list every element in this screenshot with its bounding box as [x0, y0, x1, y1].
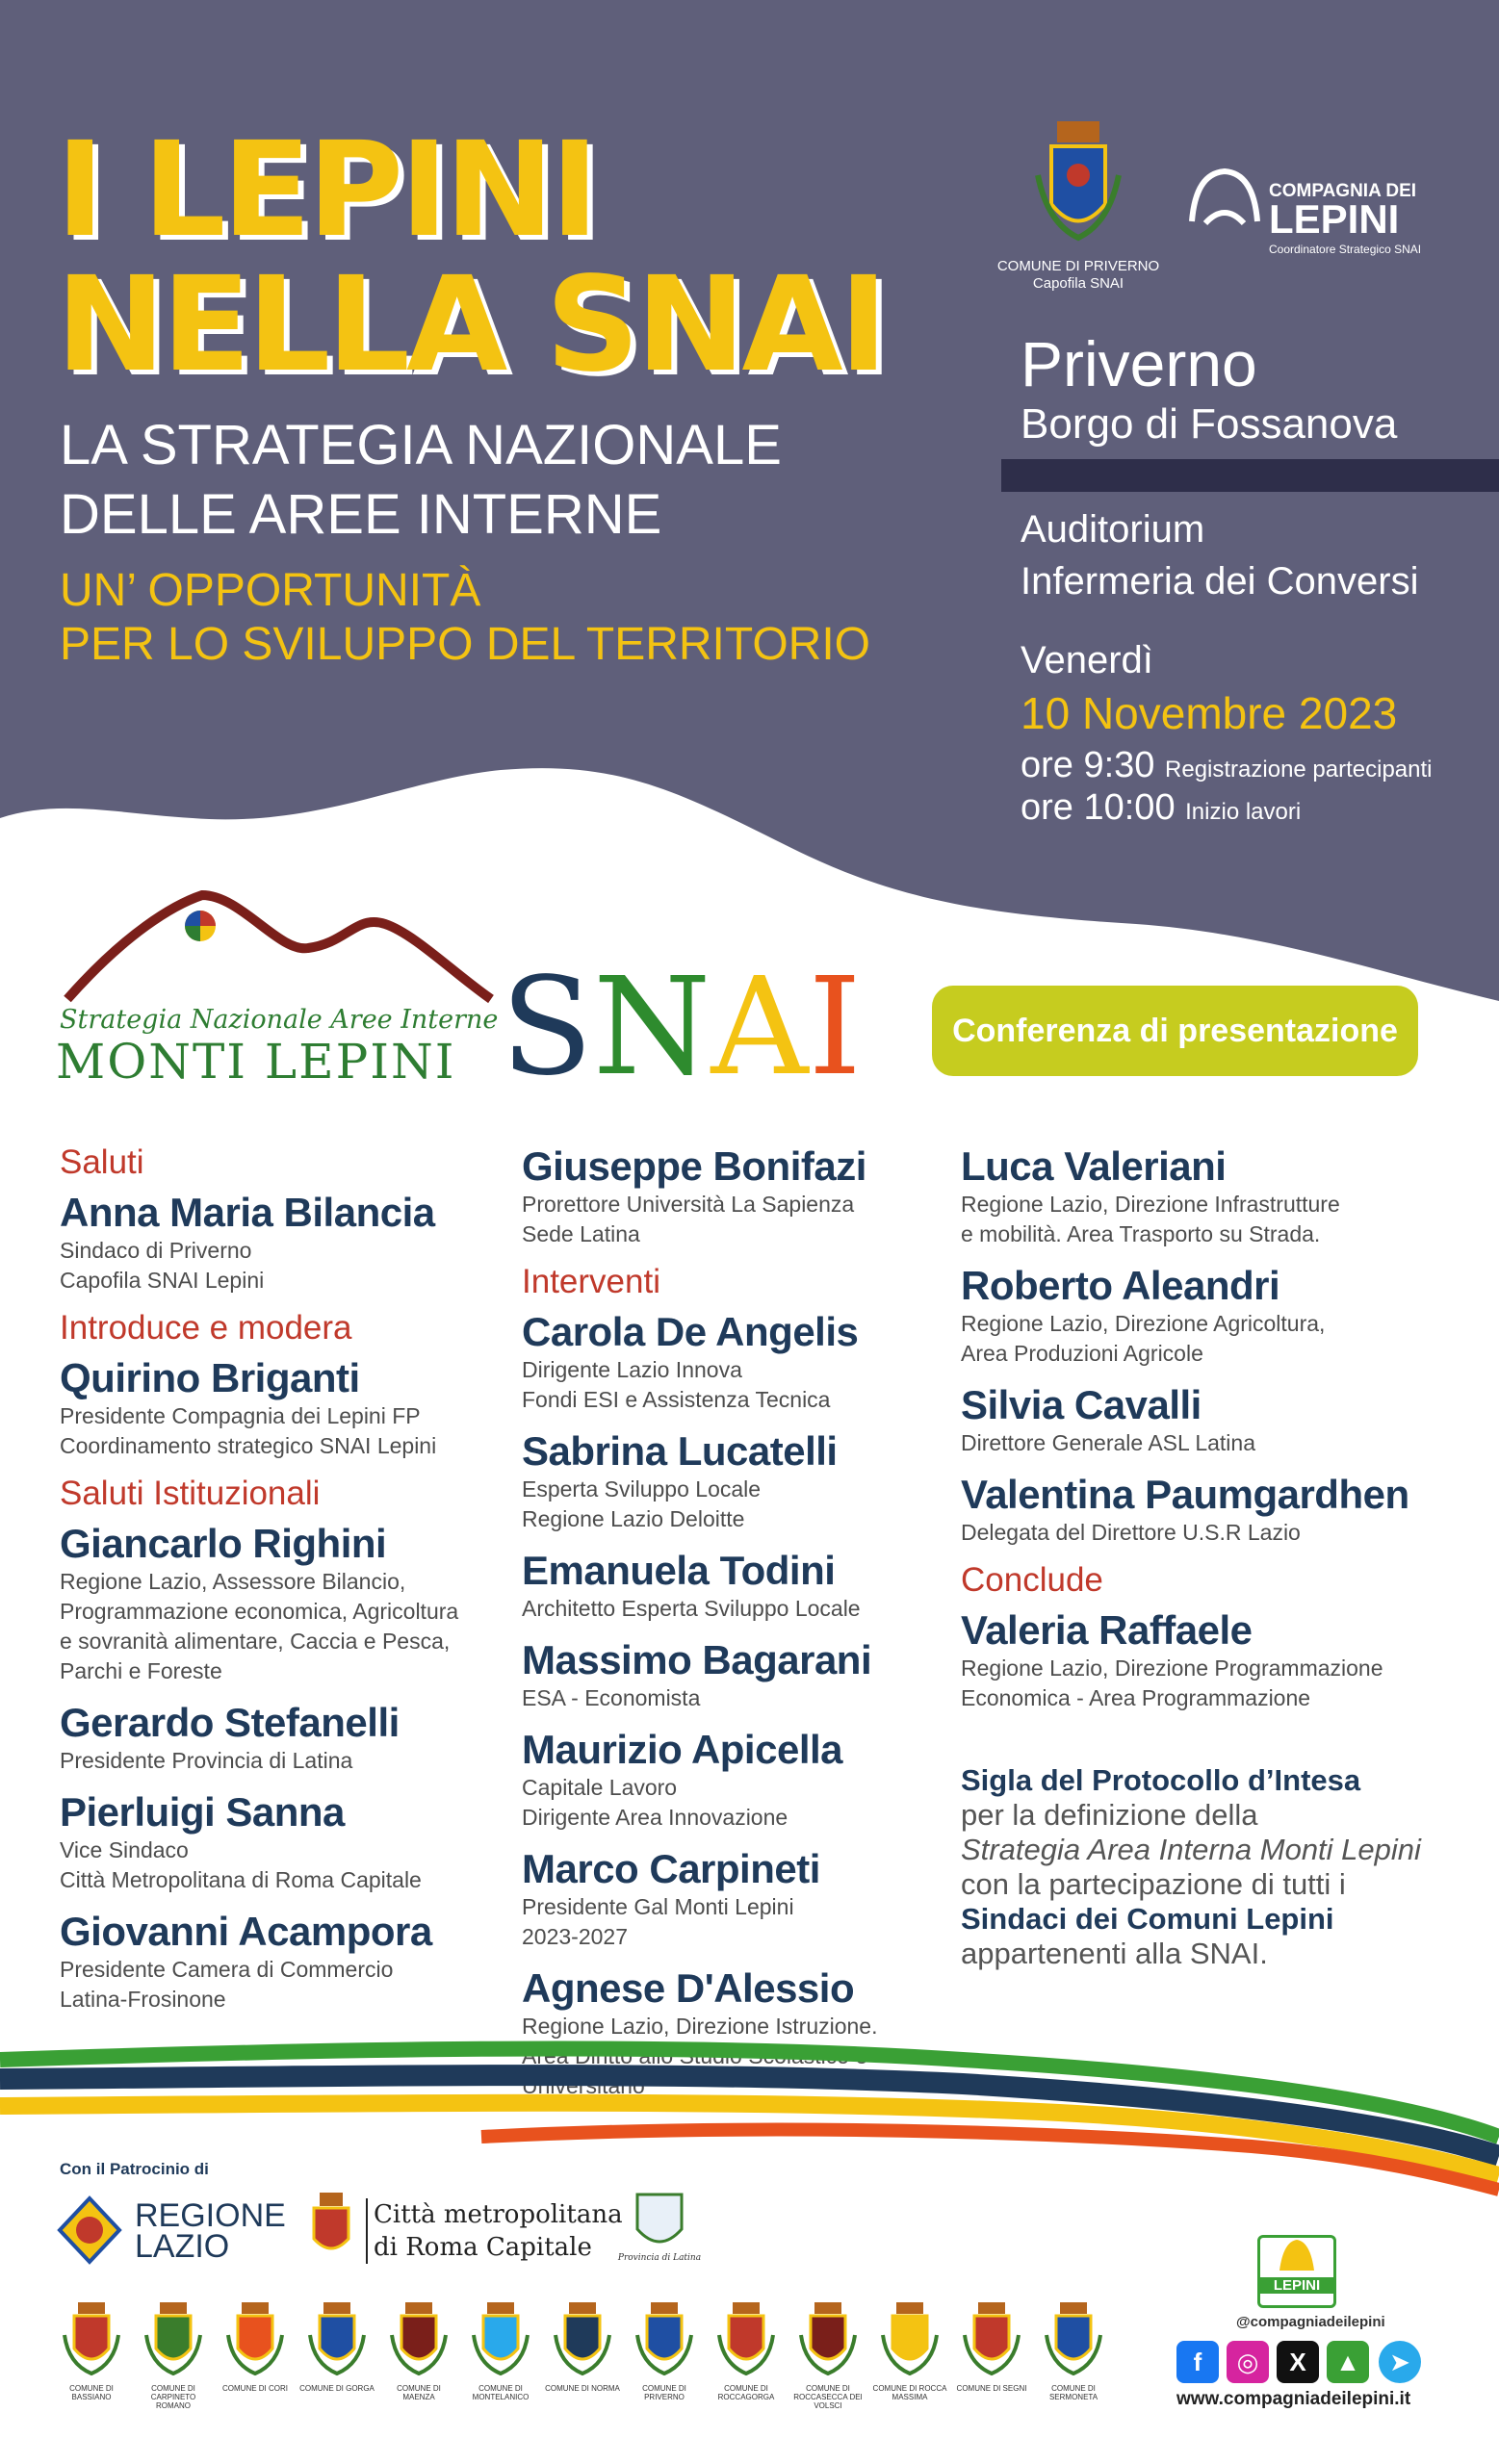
divider-bar [1001, 459, 1499, 492]
comune-caption: COMUNE DI GORGA [299, 2384, 375, 2393]
comune-crest-icon [715, 2300, 777, 2377]
snai-letter-n: N [592, 949, 711, 1106]
speaker-name: Giuseppe Bonifazi [522, 1143, 866, 1189]
title-line-2: NELLA SNAI [56, 249, 885, 401]
sigla-line-6: appartenenti alla SNAI. [961, 1937, 1268, 1970]
speaker-role: Regione Lazio, Direzione Infrastrutture [961, 1192, 1340, 1217]
speaker-name: Emanuela Todini [522, 1548, 836, 1593]
app-icon[interactable]: ▲ [1327, 2341, 1369, 2383]
speaker-role: Area Produzioni Agricole [961, 1341, 1203, 1366]
speaker-role: Presidente Provincia di Latina [60, 1748, 353, 1773]
priverno-caption-2: Capofila SNAI [1032, 275, 1124, 292]
speaker-role: Programmazione economica, Agricoltura [60, 1599, 459, 1624]
brand-strategia: Strategia Nazionale Aree Interne [60, 1005, 499, 1035]
event-time-1-label: Registrazione partecipanti [1165, 757, 1433, 783]
event-venue-1: Auditorium [1021, 508, 1205, 551]
event-city: Priverno [1021, 328, 1257, 399]
program-column-2 [522, 1143, 945, 2115]
citta-line-2: di Roma Capitale [374, 2233, 592, 2262]
speaker-role: Regione Lazio, Assessore Bilancio, [60, 1569, 406, 1594]
priverno-caption-1: COMUNE DI PRIVERNO [996, 258, 1160, 274]
speaker-role: ESA - Economista [522, 1685, 701, 1710]
sigla-line-1: Sigla del Protocollo d’Intesa [961, 1763, 1361, 1797]
mountain-logo-icon [67, 876, 491, 1001]
comune-crest [218, 2300, 293, 2393]
speaker-name: Valeria Raffaele [961, 1607, 1253, 1653]
speaker-name: Valentina Paumgardhen [961, 1472, 1409, 1517]
speaker-name: Silvia Cavalli [961, 1382, 1202, 1427]
priverno-crest-icon [1028, 117, 1128, 252]
event-time-2-label: Inizio lavori [1185, 799, 1302, 825]
event-date: 10 Novembre 2023 [1021, 688, 1398, 738]
comune-crest [381, 2300, 456, 2401]
speaker-role: Capofila SNAI Lepini [60, 1268, 265, 1293]
event-time-2: ore 10:00 [1021, 787, 1176, 828]
comune-crest-icon [61, 2300, 122, 2377]
speaker-role: Economica - Area Programmazione [961, 1685, 1311, 1710]
comune-crest [627, 2300, 702, 2401]
speaker-role: Coordinamento strategico SNAI Lepini [60, 1433, 437, 1458]
speaker-role: Regione Lazio, Direzione Agricoltura, [961, 1311, 1326, 1336]
comune-crest-icon [879, 2300, 941, 2377]
compagnia-line-2: LEPINI [1269, 196, 1400, 242]
speaker-role: Dirigente Area Innovazione [522, 1805, 788, 1830]
facebook-icon[interactable]: f [1176, 2341, 1219, 2383]
speaker-name: Sabrina Lucatelli [522, 1428, 838, 1474]
event-time-1: ore 9:30 [1021, 745, 1155, 785]
speaker-role: Esperta Sviluppo Locale [522, 1476, 762, 1502]
comune-caption: COMUNE DI ROCCASECCA DEI VOLSCI [793, 2384, 863, 2410]
speaker-name: Agnese D'Alessio [522, 1965, 855, 2011]
section-interventi: Interventi [522, 1263, 660, 1300]
regione-line-2: LAZIO [135, 2228, 230, 2265]
speaker-role: Presidente Gal Monti Lepini [522, 1894, 794, 1919]
lepini-badge-label: LEPINI [1260, 2277, 1333, 2294]
event-venue-2: Infermeria dei Conversi [1021, 560, 1419, 603]
compagnia-line-3: Coordinatore Strategico SNAI [1269, 243, 1422, 256]
comune-crest [709, 2300, 784, 2401]
comune-crest [136, 2300, 211, 2410]
speaker-role: Direttore Generale ASL Latina [961, 1430, 1255, 1455]
event-day: Venerdì [1021, 639, 1153, 681]
section-conclude: Conclude [961, 1561, 1103, 1599]
comune-crest-icon [306, 2300, 368, 2377]
sigla-block [961, 1763, 1461, 1971]
comune-caption: COMUNE DI PRIVERNO [642, 2384, 686, 2401]
telegram-icon[interactable]: ➤ [1379, 2341, 1421, 2383]
speaker-role: Parchi e Foreste [60, 1658, 222, 1683]
compagnia-logo-icon [1186, 164, 1263, 241]
lepini-mountain-icon [1278, 2238, 1316, 2272]
snai-letter-i: I [808, 949, 862, 1106]
comune-crest-icon [633, 2300, 695, 2377]
comune-caption: COMUNE DI MAENZA [397, 2384, 441, 2401]
sigla-line-3: Strategia Area Interna Monti Lepini [961, 1833, 1421, 1866]
comune-crest [299, 2300, 375, 2393]
comune-crest-icon [224, 2300, 286, 2377]
comune-crest [1036, 2300, 1111, 2401]
speaker-name: Pierluigi Sanna [60, 1789, 345, 1835]
regione-line-1: REGIONE [135, 2197, 286, 2234]
provincia-latina-crest-icon [617, 2187, 702, 2264]
social-handle: @compagniadeilepini [1236, 2314, 1385, 2330]
program-column-3 [961, 1143, 1461, 1727]
speaker-role: Architetto Esperta Sviluppo Locale [522, 1596, 861, 1621]
comune-crest-icon [470, 2300, 531, 2377]
comune-caption: COMUNE DI MONTELANICO [472, 2384, 530, 2401]
program-column-1 [60, 1143, 483, 2028]
speaker-role: e sovranità alimentare, Caccia e Pesca, [60, 1629, 451, 1654]
instagram-icon[interactable]: ◎ [1227, 2341, 1269, 2383]
x-icon[interactable]: X [1277, 2341, 1319, 2383]
sigla-line-5: Sindaci dei Comuni Lepini [961, 1902, 1334, 1936]
speaker-role: Dirigente Lazio Innova [522, 1357, 742, 1382]
speaker-role: 2023-2027 [522, 1924, 628, 1949]
speaker-role: Sede Latina [522, 1221, 640, 1246]
speaker-role: Delegata del Direttore U.S.R Lazio [961, 1520, 1301, 1545]
color-wave-band [0, 2031, 1499, 2194]
speaker-name: Anna Maria Bilancia [60, 1190, 435, 1235]
comune-crest-icon [552, 2300, 613, 2377]
comune-crest [54, 2300, 129, 2401]
conference-label: Conferenza di presentazione [932, 986, 1418, 1076]
speaker-name: Luca Valeriani [961, 1143, 1227, 1189]
speaker-name: Marco Carpineti [522, 1846, 820, 1891]
speaker-role: Latina-Frosinone [60, 1987, 226, 2012]
subtitle-line-3: UN’ OPPORTUNITÀ [60, 565, 481, 616]
speaker-role: Città Metropolitana di Roma Capitale [60, 1867, 422, 1892]
patrocinio-label: Con il Patrocinio di [60, 2160, 209, 2178]
speaker-name: Carola De Angelis [522, 1309, 859, 1354]
section-saluti-istituzionali: Saluti Istituzionali [60, 1475, 321, 1512]
comune-crest [790, 2300, 866, 2410]
comune-caption: COMUNE DI CORI [222, 2384, 288, 2393]
speaker-name: Giancarlo Righini [60, 1521, 387, 1566]
subtitle-line-2: DELLE AREE INTERNE [60, 483, 662, 546]
comune-caption: COMUNE DI NORMA [545, 2384, 620, 2393]
speaker-role: Capitale Lavoro [522, 1775, 678, 1800]
comune-caption: COMUNE DI BASSIANO [69, 2384, 114, 2401]
citta-metropolitana-crest-icon [310, 2191, 352, 2260]
subtitle-line-1: LA STRATEGIA NAZIONALE [60, 414, 782, 476]
comune-crest [545, 2300, 620, 2393]
section-saluti: Saluti [60, 1143, 144, 1181]
speaker-role: Prorettore Università La Sapienza [522, 1192, 855, 1217]
sigla-line-2: per la definizione della [961, 1798, 1258, 1832]
speaker-role: Area Diritto allo Studio Scolastico e [522, 2043, 868, 2068]
regione-lazio-crest-icon [58, 2196, 121, 2264]
speaker-role: e mobilità. Area Trasporto su Strada. [961, 1221, 1321, 1246]
speaker-role: Regione Lazio, Direzione Programmazione [961, 1656, 1383, 1681]
comune-crest [954, 2300, 1029, 2393]
comune-caption: COMUNE DI ROCCAGORGA [717, 2384, 775, 2401]
snai-letter-a: A [711, 949, 809, 1106]
speaker-name: Giovanni Acampora [60, 1909, 432, 1954]
speaker-role: Presidente Compagnia dei Lepini FP [60, 1403, 421, 1428]
website-link[interactable]: www.compagniadeilepini.it [1176, 2389, 1411, 2409]
comune-caption: COMUNE DI SEGNI [956, 2384, 1027, 2393]
speaker-role: Regione Lazio, Direzione Istruzione. [522, 2014, 878, 2039]
comune-crest-icon [961, 2300, 1022, 2377]
comune-caption: COMUNE DI SERMONETA [1048, 2384, 1098, 2401]
speaker-role: Regione Lazio Deloitte [522, 1506, 745, 1531]
subtitle-line-4: PER LO SVILUPPO DEL TERRITORIO [60, 619, 871, 670]
comune-crest-icon [142, 2300, 204, 2377]
section-introduce: Introduce e modera [60, 1309, 352, 1347]
comune-crest [872, 2300, 947, 2401]
speaker-role: Vice Sindaco [60, 1837, 189, 1862]
citta-line-1: Città metropolitana [374, 2200, 623, 2229]
lepini-badge [1257, 2235, 1336, 2308]
speaker-name: Quirino Briganti [60, 1355, 360, 1400]
speaker-role: Universitario [522, 2073, 645, 2098]
compagnia-line-1: COMPAGNIA DEI [1269, 181, 1417, 201]
speaker-name: Maurizio Apicella [522, 1727, 843, 1772]
speaker-name: Gerardo Stefanelli [60, 1700, 400, 1745]
provincia-label: Provincia di Latina [617, 2253, 702, 2263]
brand-monti: MONTI LEPINI [56, 1034, 456, 1090]
comune-crest [463, 2300, 538, 2401]
comune-caption: COMUNE DI ROCCA MASSIMA [872, 2384, 947, 2401]
comune-crest-icon [797, 2300, 859, 2377]
comune-crest-icon [1043, 2300, 1104, 2377]
title-line-1: I LEPINI [56, 115, 596, 267]
comune-crest-icon [388, 2300, 450, 2377]
event-place: Borgo di Fossanova [1021, 400, 1398, 448]
speaker-role: Sindaco di Priverno [60, 1238, 252, 1263]
speaker-name: Massimo Bagarani [522, 1637, 872, 1682]
snai-letter-s: S [501, 949, 593, 1106]
speaker-role: Presidente Camera di Commercio [60, 1957, 394, 1982]
speaker-role: Fondi ESI e Assistenza Tecnica [522, 1387, 831, 1412]
speaker-name: Roberto Aleandri [961, 1263, 1280, 1308]
comune-caption: COMUNE DI CARPINETO ROMANO [150, 2384, 196, 2410]
sigla-line-4: con la partecipazione di tutti i [961, 1867, 1346, 1901]
